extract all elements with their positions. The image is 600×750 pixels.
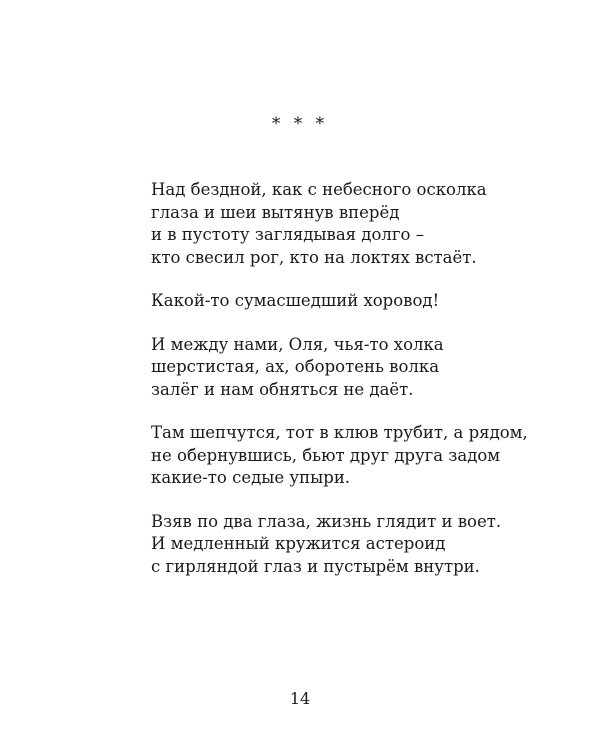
page-number: 14	[289, 689, 311, 708]
poem-line: кто свесил рог, кто на локтях встаёт.	[151, 247, 477, 267]
poem-line: Какой-то сумасшедший хоровод!	[151, 291, 440, 310]
poem-line: и в пустоту заглядывая долго –	[151, 225, 424, 244]
poem-line: Над бездной, как с небесного осколка	[151, 180, 487, 199]
stanza	[151, 511, 571, 579]
stanza	[151, 290, 571, 313]
stanza	[151, 422, 571, 490]
poem-line: шерстистая, ах, оборотень волка	[151, 357, 440, 376]
poem-line: с гирляндой глаз и пустырём внутри.	[151, 556, 480, 576]
poem-line: не обернувшись, бьют друг друга задом	[151, 445, 501, 465]
poem-line: И медленный кружится астероид	[151, 534, 446, 553]
poem-line: Там шепчутся, тот в клюв трубит, а рядом,	[151, 423, 528, 442]
poem-body	[151, 179, 571, 599]
poem-line: И между нами, Оля, чья-то холка	[151, 334, 444, 354]
stanza	[151, 334, 571, 402]
section-divider-asterisks: * * *	[271, 114, 329, 134]
poem-line: какие-то седые упыри.	[151, 468, 351, 487]
poem-line: залёг и нам обняться не даёт.	[151, 379, 414, 399]
stanza	[151, 179, 571, 269]
poem-line: глаза и шеи вытянув вперёд	[151, 202, 400, 222]
poem-line: Взяв по два глаза, жизнь глядит и воет.	[151, 511, 502, 531]
